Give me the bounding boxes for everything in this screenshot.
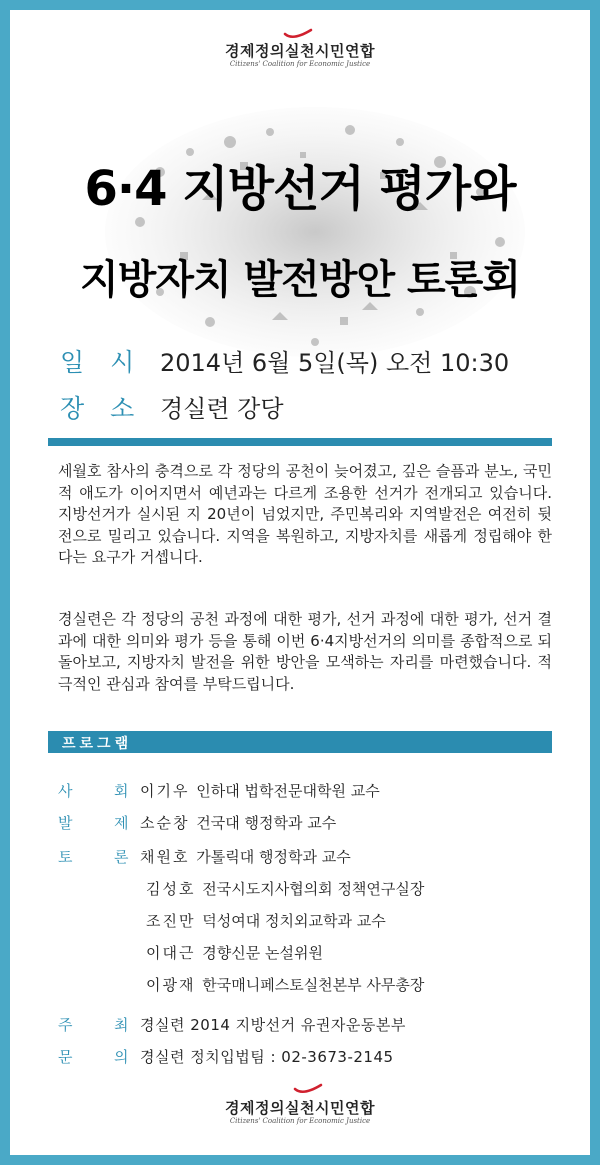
person-entry bbox=[140, 812, 336, 833]
person-name: 채원호 bbox=[140, 848, 190, 866]
host-key-2: 최 bbox=[114, 1016, 129, 1034]
decorative-pattern bbox=[100, 102, 530, 362]
intro-paragraph-1: 세월호 참사의 충격으로 각 정당의 공천이 늦어졌고, 깊은 슬픔과 분노, 국민적 애도가 이어지면서 예년과는 다르게 조용한 선거가 전개되고 있습니다. 지방선거가 실시된 지 20년이 넘었지만, 주민복리와 지역발전은 여전히 뒷전으로 밀리고 있습니다. 지역을 복원하고, 지방자치를 새롭게 정립해야 한다는 요구가 거셉니다. bbox=[58, 462, 552, 566]
person-name: 조진만 bbox=[146, 912, 196, 930]
role-key-1: 발 bbox=[58, 814, 73, 832]
sub-title: 지방자치 발전방안 토론회 bbox=[80, 257, 520, 303]
host-text: 경실련 2014 지방선거 유권자운동본부 bbox=[140, 1016, 406, 1034]
person-role: 인하대 법학전문대학원 교수 bbox=[196, 782, 380, 800]
person-role: 가톨릭대 행정학과 교수 bbox=[196, 848, 351, 866]
program-row-panelist bbox=[58, 878, 558, 900]
role-key-1: 토 bbox=[58, 848, 73, 866]
org-subtitle: Citizens' Coalition for Economic Justice bbox=[229, 60, 371, 68]
main-title: 6·4 지방선거 평가와 bbox=[84, 161, 516, 217]
person-entry bbox=[146, 942, 323, 963]
poster bbox=[10, 10, 590, 1155]
contact-key-1: 문 bbox=[58, 1048, 73, 1066]
logo-swoosh-icon bbox=[293, 1083, 323, 1097]
contact-key-2: 의 bbox=[114, 1048, 129, 1066]
person-name: 소순창 bbox=[140, 814, 190, 832]
program-header bbox=[48, 731, 552, 753]
intro-paragraph-2: 경실련은 각 정당의 공천 과정에 대한 평가, 선거 과정에 대한 평가, 선거 결과에 대한 의미와 평가 등을 통해 이번 6·4지방선거의 의미를 종합적으로 되돌아보고, 지방자치 발전을 위한 방안을 모색하는 자리를 마련했습니다. 적극적인 관심과 참여를 부탁드립니다. bbox=[58, 610, 552, 693]
person-role: 전국시도지사협의회 정책연구실장 bbox=[202, 880, 425, 898]
person-role: 건국대 행정학과 교수 bbox=[196, 814, 337, 832]
role-key-1: 사 bbox=[58, 782, 73, 800]
person-entry bbox=[146, 878, 424, 899]
program-row-panelist bbox=[58, 846, 558, 868]
person-role: 덕성여대 정치외교학과 교수 bbox=[202, 912, 386, 930]
program-row-presenter bbox=[58, 812, 558, 834]
person-role: 한국매니페스토실천본부 사무총장 bbox=[202, 976, 425, 994]
program-row-panelist bbox=[58, 974, 558, 996]
date-label: 일시 bbox=[60, 348, 161, 377]
host-key-1: 주 bbox=[58, 1016, 73, 1034]
person-name: 이광재 bbox=[146, 976, 196, 994]
role-key-2: 제 bbox=[114, 814, 129, 832]
role-key-2: 회 bbox=[114, 782, 129, 800]
person-entry bbox=[140, 780, 380, 801]
place-value: 경실련 강당 bbox=[160, 395, 284, 423]
date-value: 2014년 6월 5일(목) 오전 10:30 bbox=[160, 349, 510, 377]
program-row-moderator bbox=[58, 780, 558, 802]
contact-row bbox=[58, 1046, 558, 1068]
top-logo bbox=[225, 28, 375, 78]
org-name: 경제정의실천시민연합 bbox=[225, 1099, 375, 1117]
person-entry bbox=[146, 974, 424, 995]
person-name: 이대근 bbox=[146, 944, 196, 962]
program-row-panelist bbox=[58, 942, 558, 964]
person-entry bbox=[140, 846, 351, 867]
program-row-panelist bbox=[58, 910, 558, 932]
contact-text: 경실련 정치입법팀 : 02-3673-2145 bbox=[140, 1048, 394, 1066]
person-entry bbox=[146, 910, 386, 931]
program-label: 프로그램 bbox=[62, 736, 133, 752]
org-name: 경제정의실천시민연합 bbox=[225, 42, 375, 60]
host-row bbox=[58, 1014, 558, 1036]
divider-bar bbox=[48, 438, 552, 446]
person-name: 이기우 bbox=[140, 782, 190, 800]
person-role: 경향신문 논설위원 bbox=[202, 944, 323, 962]
org-subtitle: Citizens' Coalition for Economic Justice bbox=[229, 1117, 371, 1125]
bottom-logo bbox=[225, 1083, 375, 1133]
place-label: 장소 bbox=[60, 394, 161, 423]
role-key-2: 론 bbox=[114, 848, 129, 866]
person-name: 김성호 bbox=[146, 880, 196, 898]
